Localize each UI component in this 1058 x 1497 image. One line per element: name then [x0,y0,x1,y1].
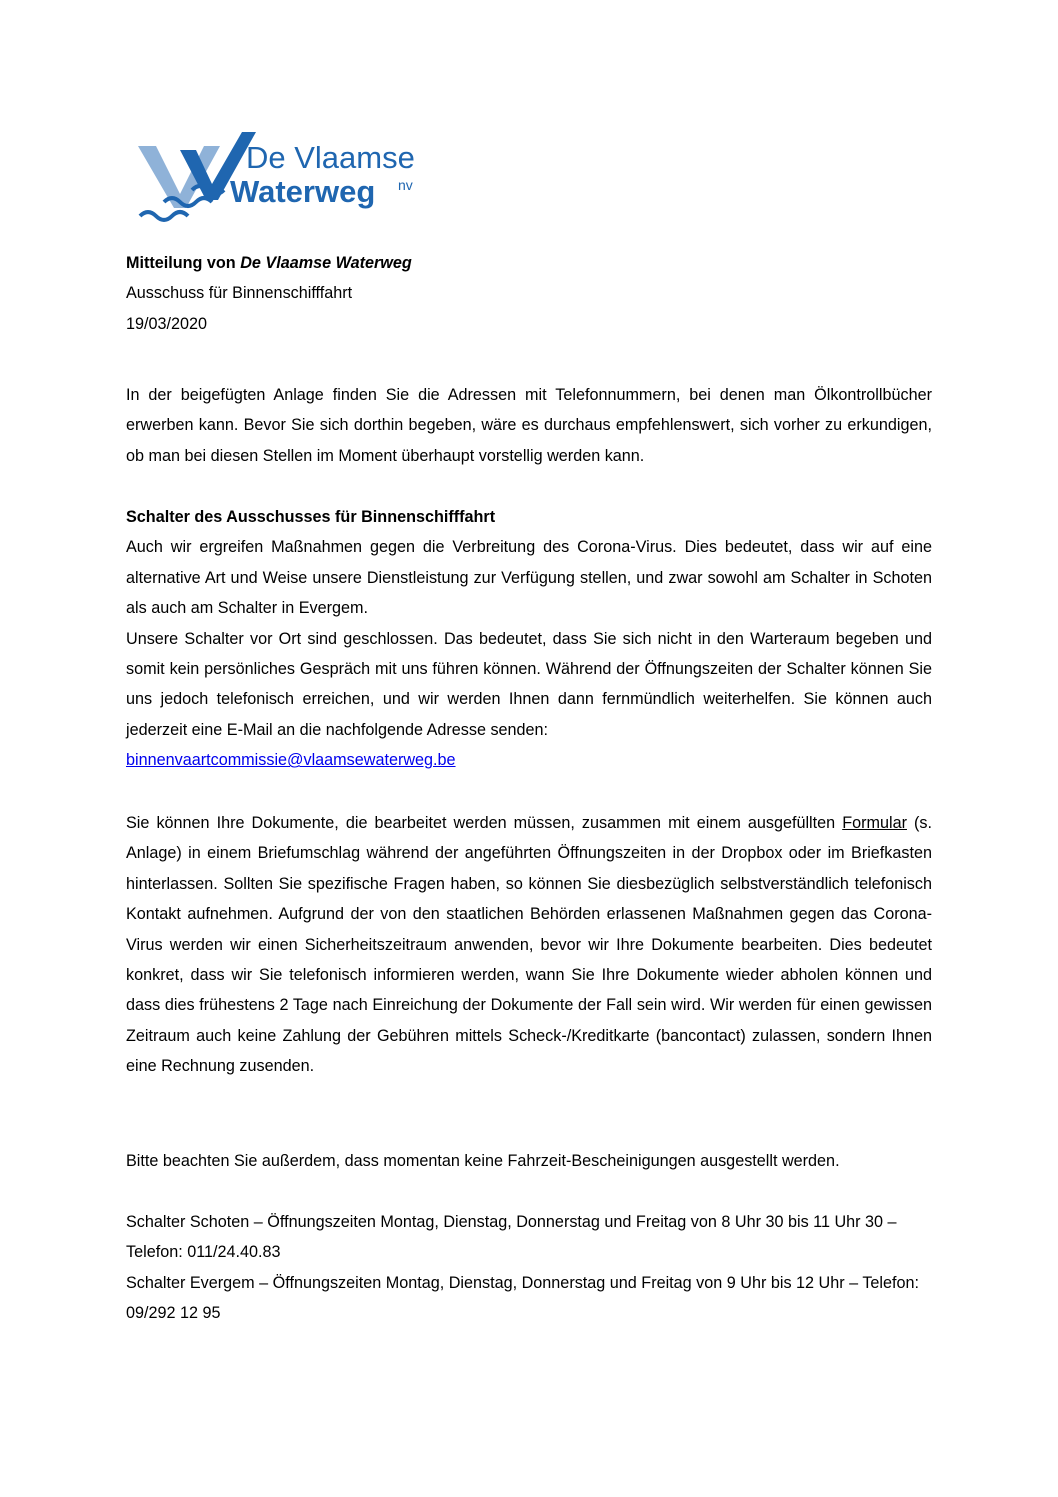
note-paragraph [126,1146,932,1176]
note-text: Bitte beachten Sie außerdem, dass momentan keine Fahrzeit-Bescheinigungen ausgestellt werden. [126,1152,840,1170]
email-link[interactable]: binnenvaartcommissie@vlaamsewaterweg.be [126,751,456,770]
document-date: 19/03/2020 [126,314,208,333]
counter-section [126,502,932,776]
documents-paragraph [126,808,932,1082]
section-paragraph-1: Auch wir ergreifen Maßnahmen gegen die Verbreitung des Corona-Virus. Dies bedeutet, dass wir auf eine alternative Art und Weise unsere Dienstleistung zur Verfügung stellen, und zwar sowohl am Schalter in Schoten als auch am Schalter in Evergem. [126,538,932,618]
title-prefix: Mitteilung von [126,254,241,272]
section-paragraph-2: Unsere Schalter vor Ort sind geschlossen. Das bedeutet, dass Sie sich nicht in den Warteraum begeben und somit kein persönliches Gespräch mit uns führen können. Während der Öffnungszeiten der Schalter können Sie uns jedoch telefonisch erreichen, und wir werden Ihnen dann fernmündlich weiterhelfen. Sie können auch jederzeit eine E-Mail an die nachfolgende Adresse senden: [126,629,932,739]
office-schoten: Schalter Schoten – Öffnungszeiten Montag, Dienstag, Donnerstag und Freitag von 8 Uhr 30 bis 11 Uhr 30 – Telefon: 011/24.40.83 [126,1213,897,1262]
document-subtitle: Ausschuss für Binnenschifffahrt [126,284,353,303]
intro-paragraph [126,380,932,471]
section-heading: Schalter des Ausschusses für Binnenschifffahrt [126,508,496,526]
title-organization: De Vlaamse Waterweg [240,254,412,272]
form-link[interactable]: Formular [842,814,907,832]
documents-text-part1: Sie können Ihre Dokumente, die bearbeitet werden müssen, zusammen mit einem ausgefüllten [126,814,843,832]
logo-line2: Waterweg [230,174,376,209]
documents-text [126,808,932,1082]
office-hours-block [126,1207,932,1329]
logo-suffix: nv [398,177,413,193]
logo-line1: De Vlaamse [246,140,415,175]
documents-text-part2: (s. Anlage) in einem Briefumschlag während der angeführten Öffnungszeiten in der Dropbox oder im Briefkasten hinterlassen. Sollten Sie spezifische Fragen haben, so können Sie diesbezüglich selbstverständlich telefonisch Kontakt aufnehmen. Aufgrund der von den staatlichen Behörden erlassenen Maßnahmen gegen das Corona-Virus werden wir einen Sicherheitszeitraum anwenden, bevor wir Ihre Dokumente bearbeiten. Dies bedeutet konkret, dass wir Sie telefonisch informieren werden, wann Sie Ihre Dokumente wieder abholen können und dass dies frühestens 2 Tage nach Einreichung der Dokumente der Fall sein wird. Wir werden für einen gewissen Zeitraum auch keine Zahlung der Gebühren mittels Scheck-/Kreditkarte (bancontact) zulassen, sondern Ihnen eine Rechnung zusenden. [126,814,932,1076]
intro-text: In der beigefügten Anlage finden Sie die Adressen mit Telefonnummern, bei denen man Ölkontrollbücher erwerben kann. Bevor Sie sich dorthin begeben, wäre es durchaus empfehlenswert, sich vorher zu erkundigen, ob man bei diesen Stellen im Moment überhaupt vorstellig werden kann. [126,386,932,465]
office-evergem: Schalter Evergem – Öffnungszeiten Montag, Dienstag, Donnerstag und Freitag von 9 Uhr bis 12 Uhr – Telefon: 09/292 12 95 [126,1273,920,1323]
de-vlaamse-waterweg-logo [134,128,434,226]
waterweg-logo-icon [134,128,434,226]
document-title [126,248,932,278]
header-block [126,248,932,339]
